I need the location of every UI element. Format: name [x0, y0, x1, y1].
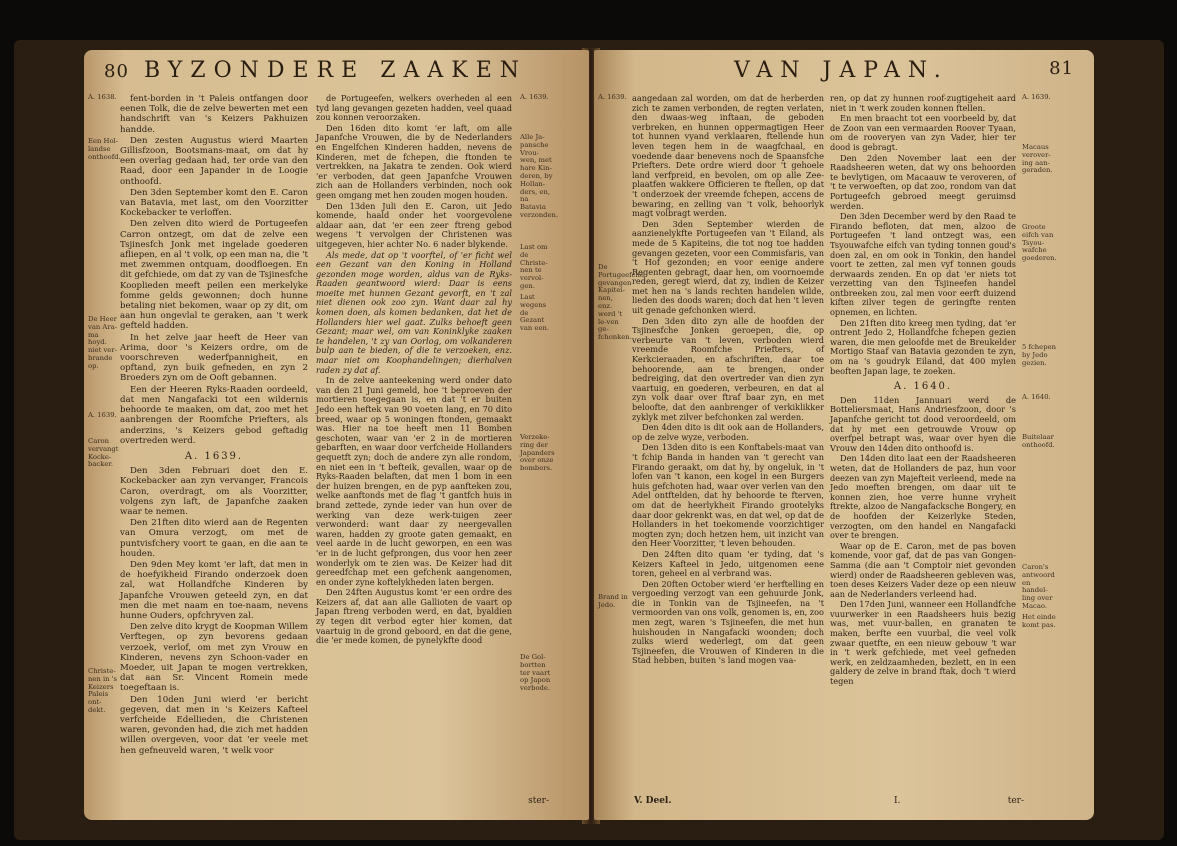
paragraph: Den 4den dito is dit ook aan de Hollanders, op de zelve wyze, verboden. [632, 422, 824, 442]
paragraph: In de zelve aanteekening werd onder dato van den 21 Juni gemeld, hoe 't beproeven der mortieren toegegaan is, en dat 't er buiten Jedo een heftek van 90 voeten lang, en 70 dito breed, waar op 5 woningen ftonden, gemaakt was. Hier na toe heeft men 11 Bomben geschoten, waar van 'er 2 in de mortieren gebarften, en waar door verfcheide Hollanders gequetft zyn; doch de andere zyn alle rondom, en niet een in 't befteik, gevallen, waar op de Ryks-Raaden belaften, dat men 1 bom in een der huizen brengen, en de pyp aanfteken zou, welke aanftonds met de flag 't gantfch huis in brand zettede, zynde ieder van hun over de werking van deze werk-tuigen zeer verwonderd: want daar zy neergevallen waren, hadden zy groote gaten gemaakt, en veel aarde in de lucht geworpen, en een was 'er in de lucht gefprongen, dus voor hen zeer wonderlyk om te zien was. De Keizer had dit gereedfchap met een gefchenk aangenomen, en onder zyne koftelykheden laten bergen. [316, 375, 512, 587]
paragraph: Den 3den September wierden de aanzienelykfte Portugeefen van 't Eiland, als mede de 5 Kapiteins, die tot nog toe hadden gevangen gezeten, voor een Commisfaris, van 't Hof gezonden; en voor eenige andere Regenten gebragt, daar hen, om voornoemde reden, geregt wierd, dat zy, indien de Keizer met hen na 's lands rechten handelen wilde, lieden des doods waren; doch dat hen 't leven uit genade gefchonken wierd. [632, 218, 824, 316]
margin-note: Christe-nen in 's Keizers Paleis ont-dekt. [88, 667, 118, 714]
paragraph: Den 3den Februari doet den E. Kockebacker aan zyn vervanger, Francois Caron, overdragt, om als Voorzitter, volgens zyn laft, de Japanfche zaaken waar te nemen. [120, 466, 308, 517]
right-column-2 [830, 94, 1016, 688]
right-catchword: ter- [1007, 796, 1024, 806]
left-page-header [104, 58, 569, 86]
margin-note: De Heer van Ara-ma hoyd. niet ver-brande op. [88, 315, 117, 370]
right-page-header [614, 58, 1074, 86]
paragraph: Den zesten Augustus wierd Maarten Gillisfzoon, Bootsmans-maat, om dat hy een overlag gedaan had, ter orde van den Raad, door een Japander in de Loogie onthoofd. [120, 135, 308, 187]
paragraph: Den 24ften Augustus komt 'er een ordre des Keizers af, dat aan alle Gallioten de vaart op Japan ftreng verboden werd, en dat, byaldien zy tegen dit verbod egter hier komen, dat vaartuig in de grond geboord, en dat die gene, die 'er mede komen, de pynelykfte dood [316, 587, 512, 646]
margin-note: A. 1639. [1022, 93, 1051, 101]
margin-note: Alle Ja-pansche Vrou-wen, met hare Kin-deren, by Hollan-ders, en, na Batavia verzonden. [520, 133, 559, 219]
paragraph: Den 3den December werd by den Raad te Firando befloten, dat men, alzoo de Portugeefen 't land ontzegt was, een Tsyouwafche eifch van tyding tonnen goud's doen zal, en om ook in Tonkin, den handel voort te zetten, zal men vyf tonnen gouds derwaards zenden. En op dat 'er niets tot verzetting van den Tsjineefen handel ontbreeken zou, zal men voor eerft duizend kiften zilver tegen de geringfte renten opnemen, en lichten. [830, 211, 1016, 318]
left-page-number: 80 [104, 61, 129, 82]
paragraph: Den 10den Juni wierd 'er bericht gegeven, dat men in 's Keizers Kafteel verfcheide Edellieden, die Christenen waren, gevonden had, die zich met hadden willen overgeven, voor dat 'er veele met hen gefneuveld waren, 't welk voor [120, 694, 308, 756]
paragraph: Den 17den Juni, wanneer een Hollandfche vuurwerker in een Raadsheers huis bezig was, met vuur-ballen, en granaten te maken, berfte een vuurbal, die veel volk zwaar quetfte, en een nieuw gebouw 't war in 't werk gefchiede, met veel gefneden werk, en zeldzaamheden, bezlett, en in een galdery de zelve in brand ftak, doch 't wierd tegen [830, 599, 1016, 687]
paragraph: Den 24ften dito quam 'er tyding, dat 's Keizers Kafteel in Jedo, uitgenomen eene toren, geheel en al verbrand was. [632, 548, 824, 579]
paragraph: de Portugeefen, welkers overheden al een tyd lang gevangen gezeten hadden, veel quaad zou konnen veroorzaken. [316, 93, 512, 123]
paragraph: Den 13den Juli den E. Caron, uit Jedo komende, haald onder het voorgevolene aldaar aan, dat 'er een zeer ftreng gebod wegens 't vervolgen der Christenen was uitgegeven, hier achter No. 6 nader blykende. [316, 200, 512, 249]
right-column-1 [632, 94, 824, 667]
margin-note: Een Hol-landse onthoofd. [88, 137, 121, 161]
margin-note: A. 1639. [598, 93, 627, 101]
margin-note: Groote eifch van Tsyou-wafche goederen. [1022, 223, 1057, 263]
paragraph: aangedaan zal worden, om dat de herberden zich te zamen verbonden, de regten verlaten, den dwaas-weg inftaan, de geboden verbreken, en hunnen oppermagtigen Heer tot hunnen vyand verklaaren, ftellende hun leven tegen hem in de waagfchaal, en voedende daar benevens noch de Spaansfche Priefters. Dete ordre wierd door 't gehoele land verfpreid, en bevolen, om op alle Zee-plaatfen wakkere Officieren te ftellen, op dat 't onderzoek der vreemde fchepen, accens de bewaring, en zelling van 't volk, behoorlyk magt volbragt werden. [632, 93, 824, 219]
margin-note: A. 1640. [1022, 393, 1051, 401]
book-spread [14, 40, 1164, 840]
right-page-number: 81 [1049, 58, 1074, 79]
margin-note: Last om de Christe-nen te vervol-gen. [520, 243, 548, 290]
left-page [84, 50, 589, 820]
year-heading: A. 1640. [893, 381, 953, 393]
margin-note: Buitelaar onthoofd. [1022, 433, 1055, 449]
paragraph: En men braacht tot een voorbeeld by, dat de Zoon van een vermaarden Roover Tyaan, om de rooveryen van zyn Vader, hier ter dood is gebragt. [830, 113, 1016, 152]
paragraph: fent-borden in 't Paleis ontfangen door eenen Tolk, die de zelve bewerten met een handschrift van 's Keizers Pakhuizen handde. [120, 94, 308, 135]
paragraph: Den 13den dito is een Konftabels-maat van 't fchip Banda in handen van 't gerecht van Firando geraakt, om dat hy, by ongeluk, in 't lofen van 't kanon, een kogel in een Burgers huis gefchoten had, waar over verlen van den Adel ontftelden, dat hy behoorde te fterven, om dat de heerlykheit Firando grootelyks daar door gekrenkt was, en dat wel, op dat de Hollanders in het toekomende voorzichtiger mogten zyn; doch hetzen hem, uit inzicht van den Heer Voorzitter, 't leven behouden. [632, 442, 824, 549]
left-running-head: BYZONDERE ZAAKEN [144, 58, 527, 83]
paragraph: Den 21ften dito kreeg men tyding, dat 'er ontrent Jedo 2, Hollandfche fchepen gezien waren, die men geloofde met de Breukelder Mortigo Staaf van Batavia gezonden te zyn, om na 's goudryk Eiland, dat 400 mylen beoften Japan lage, te zoeken. [830, 317, 1016, 376]
paragraph: Den 2den November laat een der Raadsheeren weten, dat wy ons behoorden te bevlytigen, om Macaauw te veroveren, of 't te verwoeften, op dat zoo, rondom van dat Portugeefch gebroed meegt geruimsd werden. [830, 152, 1016, 211]
right-running-head: VAN JAPAN. [734, 58, 949, 83]
paragraph: Den 21ften dito wierd aan de Regenten van Omura verzogt, om met de puntvisfchery voort te gaan, en die aan te houden. [120, 518, 308, 559]
margin-note: 5 fchepen by Jedo gezien. [1022, 343, 1056, 367]
paragraph: Den zelve dito krygt de Koopman Willem Verftegen, op zyn bevorens gedaan verzoek, verlof, om met zyn Vrouw en Kinderen, nevens zyn Schoon-vader en Moeder, uit Japan te mogen vertrekken, dat aan Sr. Vincent Romein mede toegeftaan is. [120, 622, 308, 694]
left-column-2 [316, 94, 512, 647]
signature-mark: V. Deel. [634, 796, 672, 806]
left-catchword: ster- [528, 796, 549, 806]
paragraph: Den 3den September komt den E. Caron van Batavia, met last, om den Voorzitter Kockebacker te verloffen. [120, 187, 308, 219]
margin-note: Macaus verover-ing aan-geraden. [1022, 143, 1053, 175]
margin-note: De Gol-bortten ter vaart op Japon verbode. [520, 653, 551, 693]
left-column-1 [120, 94, 308, 757]
paragraph: Den 14den dito laat een der Raadsheeren weten, dat de Hollanders de paz, hun voor deezen van zyn Majefteit verleend, mede na Jedo moeften brengen, om daar uit te konnen zien, hoe verre hunne vryheit ftrekte, alzoo de Nangafacksche Bongery, en de hoofden der Keizerlyke Steden, verzogten, om den handel en Nangafacki over te brengen. [830, 453, 1016, 541]
margin-note: De Portugeefche gevangen Kapitei-nen, enz. werd 't le-ven ge-fchonken. [598, 263, 644, 342]
margin-note: Verzeke-ring der Japanders over onze bombers. [520, 433, 555, 473]
margin-note: A. 1639. [88, 411, 117, 419]
signature-letter: I. [894, 796, 901, 806]
right-page [594, 50, 1094, 820]
paragraph: Den 11den Jannuari werd de Botteliersmaat, Hans Andriesfzoon, door 's Japanfche gericht tot dood veroordeeld, om dat hy met een getrouwde Vrouw op overfpel betrapt was, waar over hyen die Vrouw den 14den dito onthoofd is. [830, 394, 1016, 453]
margin-note: Brand in Jedo. [598, 593, 628, 609]
paragraph: Een der Heeren Ryks-Raaden oordeeld, dat men Nangafacki tot een wildernis behoorde te maaken, om dat, zoo met het aanbrengen der Roomfche Priefters, als anderzins, 's Keizers gebod geftadig overtreden werd. [120, 384, 308, 446]
margin-year-top: A. 1638. [88, 93, 117, 101]
paragraph: Als mede, dat op 't voorftel, of 'er ficht wel een Gezant van den Koning in Holland gezonden moge worden, aldus van de Ryks-Raaden geantwoord wierd: Daar is eens moeite met hunnen Gezant gevorft, en 't zal niet dienen ook zoo zyn. Want daar zal hy komen doen, als komen bedanken, dat het de Hollanders hier wel gaat. Zulks behoeft geen Gezant; maar wel, om van Koninklyke zaaken te handelen, 't zy van Oorlog, om volkanderen bulp aan te bieden, of die te verzoeken, enz. maar niet om Koophandelingen; dierhalven raden zy dat af. [316, 249, 512, 375]
paragraph: Den 16den dito komt 'er laft, om alle Japanfche Vrouwen, die by de Nederlanders en Engelfchen Kinderen hadden, nevens de Kinderen, met de fchepen, die ftonden te vertrekken, na Jakatra te zenden. Ook wierd 'er verboden, dat geen Japanfche Vrouwen zich aan de Hollanders verbinden, noch ook geen omgang met hen zouden mogen houden. [316, 122, 512, 200]
paragraph: Den 3den dito zyn alle de hoofden der Tsjinesfche Jonken geroepen, die, op verbeurte van 't leven, verboden wierd vreemde Roomfche Priefters, of Kerkcieraaden, en afschriften, daar toe behoorende, aan te brengen, onder bedreiging, dat den overtreder van dien zyn vaartuig, en goederen, verbeuren, en dat al zyn volk daar over ftraf baar zyn, en met beloofte, dat den aanbrenger of verkiklikker zyklyk met zilver befchonken zal werden. [632, 315, 824, 422]
paragraph: Den 20ften October wierd 'er herftelling en vergoeding verzogt van een gehuurde Jonk, die in Tonkin van de Tsjineefen, na 't vermoorden van ons volk, genomen is, en, zoo men zegt, waren 's Tsjineefen, die met hun huishouden in Nangafacki woonden; doch zulks wierd wederlegt, om dat geen Tsjineefen, die Vrouwen of Kinderen in die Stad hebben, buiten 's land mogen vaa- [632, 578, 824, 666]
paragraph: In het zelve jaar heeft de Heer van Arima, door 's Keizers ordre, om de voorschreven wederfpannigheit, en opftand, zyn buik gefneden, en zyn 2 Broeders zyn om de Ooft gebannen. [120, 332, 308, 384]
margin-note: Het einde komt pas. [1022, 613, 1056, 629]
paragraph: Den 9den Mey komt 'er laft, dat men in de hoefyikheid Firando onderzoek doen zal, wat Hollandfche Kinderen by Japanfche Vrouwen geteeld zyn, en dat men die met naam en toe-naam, nevens hunne Ouders, opfchryven zal. [120, 559, 308, 621]
margin-note: Caron's antwoord en handel-ling over Macao. [1022, 563, 1055, 610]
paragraph: ren, op dat zy hunnen roof-zugtigeheit aard niet in 't werk zouden konnen ftellen. [830, 93, 1016, 113]
margin-note: Caron vervangt Kocke-backer. [88, 437, 119, 469]
paragraph: Den zelven dito wierd de Portugeefen Carron ontzegt, om dat de zelve een Tsjinesfch Jonk met ingelade goederen afliepen, en al 't volk, op een man na, die 't met zwemmen ontquam, doodfloegen. En dit gefchiede, om dat zy van de Tsjinesfche Kooplieden meeft peilen een merkelyke fomme gelds gewonnen; doch hunne betaling niet bekomen, waar op zy dit, om aan hun ongevlal te geraken, aan 't werk gefteld hadden. [120, 219, 308, 332]
year-heading: A. 1639. [184, 450, 244, 462]
paragraph: Waar op de E. Caron, met de pas boven komende, voor gaf, dat de pas van Gongen-Samma (die aan 't Comptoir niet gevonden wierd) onder de Raadsheeren gebleven was, toen deses Keizers Vader deze op een nieuw aan de Nederlanders verleend had. [830, 540, 1016, 599]
margin-note: Last wegens de Gezant van een. [520, 293, 550, 333]
margin-note: A. 1639. [520, 93, 549, 101]
